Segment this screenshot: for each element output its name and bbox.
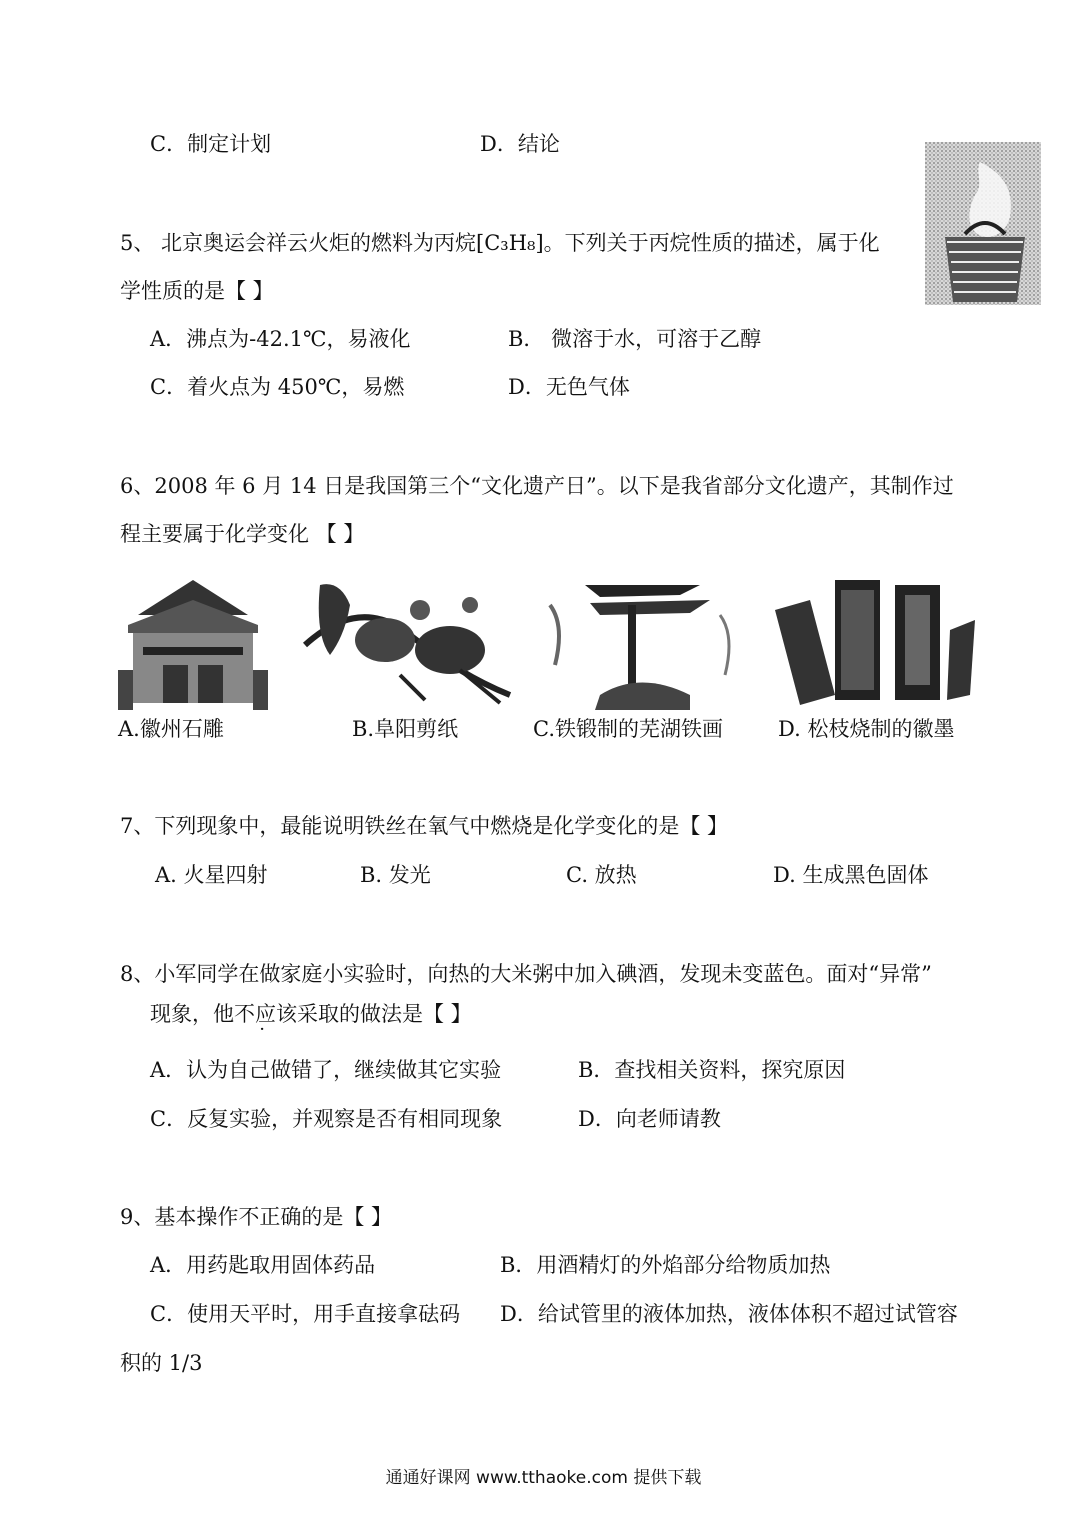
q7-option-a: A. 火星四射 <box>155 863 268 887</box>
q8-stem-post: 采取的做法是【 】 <box>297 1002 472 1026</box>
q5-stem-line2: 学性质的是【 】 <box>120 279 274 303</box>
q5-option-d: D．无色气体 <box>508 375 630 399</box>
q8-option-d: D．向老师请教 <box>578 1107 721 1131</box>
q7-option-d: D. 生成黑色固体 <box>773 863 929 887</box>
q8-emphasis-not-should: 不应该 <box>234 1002 297 1026</box>
q7-option-b: B. 发光 <box>360 863 431 887</box>
q8-option-b: B．查找相关资料，探究原因 <box>578 1058 846 1082</box>
stone-carving-image <box>118 575 268 710</box>
q6-stem-line1: 6、2008 年 6 月 14 日是我国第三个“文化遗产日”。以下是我省部分文化遗产，其制作过 <box>120 474 954 498</box>
footer-source: 通通好课网 www.tthaoke.com 提供下载 <box>385 1468 702 1488</box>
q8-option-a: A．认为自己做错了，继续做其它实验 <box>150 1058 502 1082</box>
q8-stem-line2 <box>150 1001 472 1027</box>
q6-caption-b: B.阜阳剪纸 <box>352 717 459 741</box>
iron-painting-image <box>540 575 745 710</box>
q9-option-b: B．用酒精灯的外焰部分给物质加热 <box>500 1253 831 1277</box>
q7-stem: 7、下列现象中，最能说明铁丝在氧气中燃烧是化学变化的是【 】 <box>120 814 729 838</box>
q5-option-a: A．沸点为-42.1℃，易液化 <box>150 327 411 351</box>
q5-option-b: B． 微溶于水，可溶于乙醇 <box>508 327 762 351</box>
paper-cutting-image <box>300 575 515 710</box>
q9-option-c: C．使用天平时，用手直接拿砝码 <box>150 1302 461 1326</box>
q6-caption-c: C.铁锻制的芜湖铁画 <box>533 717 723 741</box>
q8-option-c: C．反复实验，并观察是否有相同现象 <box>150 1107 503 1131</box>
torch-flame-image <box>925 142 1041 305</box>
q9-option-d-cont: 积的 1/3 <box>120 1351 203 1375</box>
q8-stem-pre: 现象，他 <box>150 1002 234 1026</box>
q5-option-c: C．着火点为 450℃，易燃 <box>150 375 405 399</box>
q5-stem-line1: 5、 北京奥运会祥云火炬的燃料为丙烷[C₃H₈]。下列关于丙烷性质的描述，属于化 <box>120 231 880 255</box>
ink-stick-image <box>775 575 980 710</box>
q6-caption-a: A.徽州石雕 <box>118 717 224 741</box>
q6-caption-d: D. 松枝烧制的徽墨 <box>778 717 955 741</box>
q9-option-a: A．用药匙取用固体药品 <box>150 1253 376 1277</box>
q9-option-d: D．给试管里的液体加热，液体体积不超过试管容 <box>500 1302 958 1326</box>
q4-option-c: C．制定计划 <box>150 132 272 156</box>
q8-stem-line1: 8、小军同学在做家庭小实验时，向热的大米粥中加入碘酒，发现未变蓝色。面对“异常” <box>120 962 932 986</box>
q7-option-c: C. 放热 <box>566 863 637 887</box>
q6-stem-line2: 程主要属于化学变化 【 】 <box>120 522 365 546</box>
q9-stem: 9、基本操作不正确的是【 】 <box>120 1205 393 1229</box>
q4-option-d: D．结论 <box>480 132 560 156</box>
